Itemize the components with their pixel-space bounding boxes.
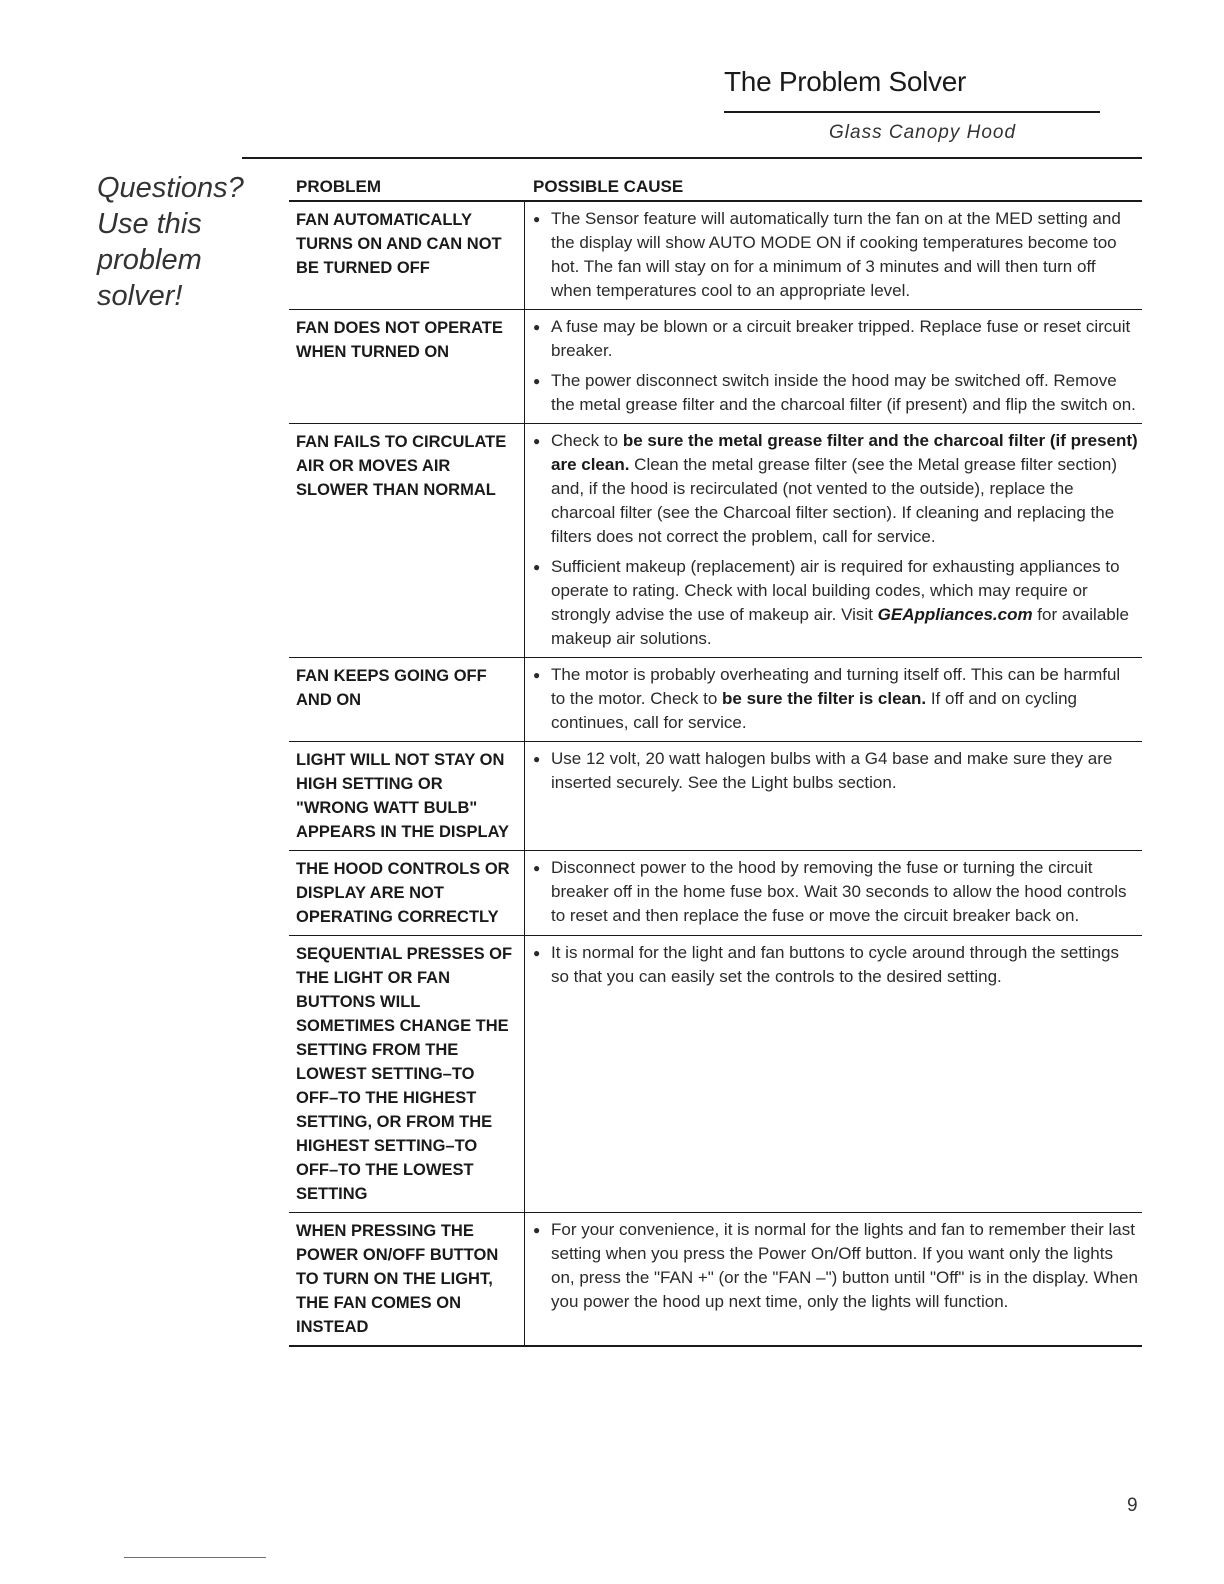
table-row	[289, 1213, 1142, 1347]
emphasis-text: be sure the metal grease filter and the charcoal filter (if present) are clean.	[551, 431, 1138, 474]
page-subtitle: Glass Canopy Hood	[829, 122, 1017, 143]
cause-item	[533, 369, 1138, 417]
table-row	[289, 742, 1142, 851]
bullet-icon: ●	[533, 212, 541, 226]
table-row	[289, 851, 1142, 936]
cause-text: Sufficient makeup (replacement) air is required for exhausting appliances to operate to rating. Check with local building codes, which may require or strongly advise the use of makeup air. Visit	[551, 557, 1120, 624]
problem-text: WHEN PRESSING THE POWER ON/OFF BUTTON TO TURN ON THE LIGHT, THE FAN COMES ON INSTEAD	[289, 1213, 525, 1345]
problem-text: SEQUENTIAL PRESSES OF THE LIGHT OR FAN BUTTONS WILL SOMETIMES CHANGE THE SETTING FROM THE LOWEST SETTING–TO OFF–TO THE HIGHEST SETTING, OR FROM THE HIGHEST SETTING–TO OFF–TO THE LOWEST SETTING	[289, 936, 525, 1212]
cause-item	[533, 856, 1138, 928]
table-row	[289, 424, 1142, 658]
cause-list	[525, 202, 1142, 309]
cause-text: Clean the metal grease filter (see the Metal grease filter section) and, if the hood is recirculated (not vented to the outside), replace the charcoal filter (see the Charcoal filter section). If cleaning and replacing the filters does not correct the problem, call for service.	[551, 455, 1118, 546]
cause-list	[525, 936, 1142, 1212]
header-rule	[724, 111, 1100, 113]
table-row	[289, 202, 1142, 310]
cause-item	[533, 1218, 1138, 1314]
side-note-line: Questions?	[97, 172, 244, 204]
cause-item	[533, 941, 1138, 989]
cause-list	[525, 310, 1142, 423]
table-row	[289, 658, 1142, 742]
cause-text: The Sensor feature will automatically turn the fan on at the MED setting and the display will show AUTO MODE ON if cooking temperatures become too hot. The fan will stay on for a minimum of 3 minutes and will then turn off when temperatures cool to an appropriate level.	[551, 209, 1121, 300]
bullet-icon: ●	[533, 668, 541, 682]
top-divider	[242, 157, 1142, 159]
cause-item	[533, 315, 1138, 363]
problem-text: THE HOOD CONTROLS OR DISPLAY ARE NOT OPERATING CORRECTLY	[289, 851, 525, 935]
column-header-possible-cause: POSSIBLE CAUSE	[533, 177, 684, 196]
cause-text: The motor is probably overheating and turning itself off. This can be harmful to the motor. Check to	[551, 665, 1121, 708]
cause-item	[533, 555, 1138, 651]
cause-list	[525, 851, 1142, 935]
cause-list	[525, 658, 1142, 741]
bullet-icon: ●	[533, 861, 541, 875]
cause-text: A fuse may be blown or a circuit breaker tripped. Replace fuse or reset circuit breaker.	[551, 317, 1131, 360]
cause-text: Disconnect power to the hood by removing the fuse or turning the circuit breaker off in the home fuse box. Wait 30 seconds to allow the hood controls to reset and then replace the fuse or move the circuit breaker back on.	[551, 858, 1127, 925]
bullet-icon: ●	[533, 434, 541, 448]
emphasis-text: be sure the filter is clean.	[722, 689, 927, 708]
cause-item	[533, 747, 1138, 795]
table-row	[289, 310, 1142, 424]
cause-text: Check to	[551, 431, 623, 450]
bullet-icon: ●	[533, 374, 541, 388]
side-note-line: solver!	[97, 280, 183, 312]
problem-text: FAN FAILS TO CIRCULATE AIR OR MOVES AIR SLOWER THAN NORMAL	[289, 424, 525, 657]
cause-text: If off and on cycling continues, call for service.	[551, 689, 1078, 732]
side-note-line: problem	[97, 244, 202, 276]
page-title: The Problem Solver	[724, 66, 967, 97]
cause-list	[525, 424, 1142, 657]
cause-text: For your convenience, it is normal for the lights and fan to remember their last setting when you press the Power On/Off button. If you want only the lights on, press the "FAN +" (or the "FAN –") button until "Off" is in the display. When you power the hood up next time, only the lights will function.	[551, 1220, 1138, 1311]
bullet-icon: ●	[533, 1223, 541, 1237]
side-note	[97, 170, 257, 314]
problem-table	[289, 202, 1142, 1347]
cause-item	[533, 663, 1138, 735]
side-note-line: Use this	[97, 208, 202, 240]
problem-text: FAN AUTOMATICALLY TURNS ON AND CAN NOT BE TURNED OFF	[289, 202, 525, 309]
cause-text: The power disconnect switch inside the hood may be switched off. Remove the metal grease filter and the charcoal filter (if present) and flip the switch on.	[551, 371, 1136, 414]
problem-text: FAN DOES NOT OPERATE WHEN TURNED ON	[289, 310, 525, 423]
website-link[interactable]: GEAppliances.com	[877, 605, 1033, 624]
cause-item	[533, 207, 1138, 303]
cause-text: for available makeup air solutions.	[551, 605, 1129, 648]
page-number: 9	[1127, 1495, 1138, 1516]
table-row	[289, 936, 1142, 1213]
problem-text: LIGHT WILL NOT STAY ON HIGH SETTING OR "WRONG WATT BULB" APPEARS IN THE DISPLAY	[289, 742, 525, 850]
bullet-icon: ●	[533, 946, 541, 960]
bullet-icon: ●	[533, 752, 541, 766]
bullet-icon: ●	[533, 320, 541, 334]
cause-item	[533, 429, 1138, 549]
column-header-problem: PROBLEM	[296, 177, 381, 196]
bullet-icon: ●	[533, 560, 541, 574]
cause-text: Use 12 volt, 20 watt halogen bulbs with a G4 base and make sure they are inserted securely. See the Light bulbs section.	[551, 749, 1113, 792]
cause-text: It is normal for the light and fan buttons to cycle around through the settings so that you can easily set the controls to the desired setting.	[551, 943, 1119, 986]
cause-list	[525, 1213, 1142, 1345]
cause-list	[525, 742, 1142, 850]
problem-text: FAN KEEPS GOING OFF AND ON	[289, 658, 525, 741]
footer-link-underline	[124, 1557, 266, 1558]
